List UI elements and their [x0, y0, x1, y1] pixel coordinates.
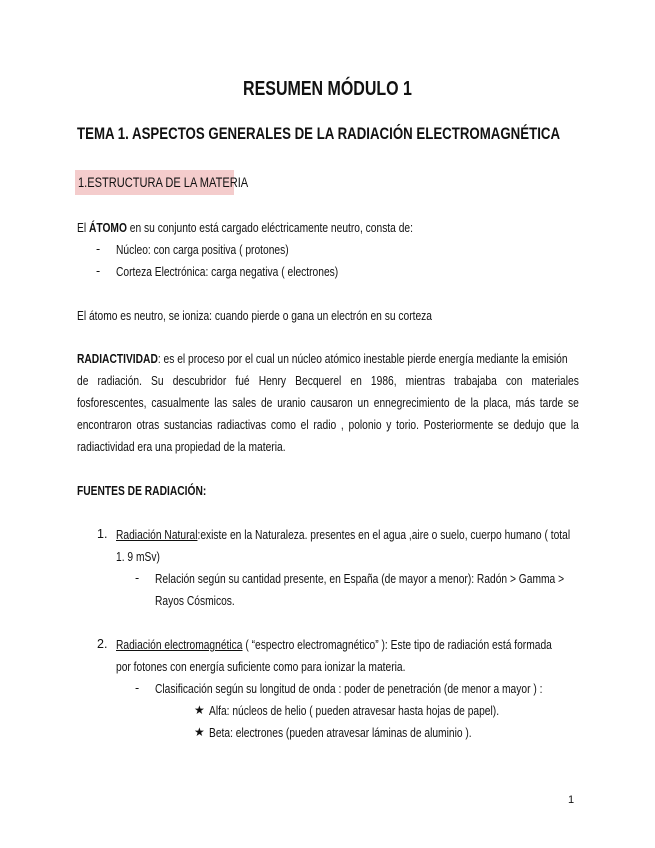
source-natural-sub-1: Relación según su cantidad presente, en España (de mayor a menor): Radón > Gamma > — [155, 572, 565, 586]
source-natural-sub-2: Rayos Cósmicos. — [155, 594, 235, 608]
atom-ionize: El átomo es neutro, se ioniza: cuando pierde o gana un electrón en su corteza — [77, 309, 432, 323]
dash-bullet: - — [96, 242, 101, 256]
radioactivity-line-1 — [77, 351, 579, 367]
source-em-sub-1: Clasificación según su longitud de onda : poder de penetración (de menor a mayor ) : — [155, 682, 543, 696]
atom-intro-prefix: El — [77, 221, 89, 235]
star-item-alpha: Alfa: núcleos de helio ( pueden atravesar hasta hojas de papel). — [209, 704, 500, 718]
list-number: 1. — [97, 527, 108, 541]
section-title: 1.ESTRUCTURA DE LA MATERIA — [78, 175, 249, 190]
radioactivity-line-3: fosforescentes, casualmente las sales de uranio causaron un ennegrecimiento de la placa, más tarde se — [77, 396, 579, 410]
atom-intro — [77, 220, 413, 236]
source-em-name: Radiación electromagnética — [116, 638, 243, 652]
sources-heading: FUENTES DE RADIACIÓN: — [77, 484, 207, 498]
radioactivity-line-2: de radiación. Su descubridor fué Henry Becquerel en 1986, mientras trabajaba con materiales — [77, 374, 579, 388]
dash-bullet: - — [135, 571, 140, 585]
source-em-line-2: por fotones con energía suficiente como para ionizar la materia. — [116, 660, 406, 674]
list-number: 2. — [97, 637, 108, 651]
source-natural-text: :existe en la Naturaleza. presentes en el agua ,aire o suelo, cuerpo humano ( total — [197, 528, 571, 542]
atom-item-cortex: Corteza Electrónica: carga negativa ( electrones) — [116, 265, 339, 279]
radioactivity-line-4: encontraron otras sustancias radiactivas como el radio , polonio y torio. Posteriormente se dedujo que la — [77, 418, 579, 432]
source-em-text: ( “espectro electromagnético” ): Este tipo de radiación está formada — [242, 638, 552, 652]
source-natural-line-1 — [116, 527, 570, 543]
source-em-line-1 — [116, 637, 552, 653]
star-item-beta: Beta: electrones (pueden atravesar láminas de aluminio ). — [209, 726, 472, 740]
radioactivity-line-5: radiactividad era una propiedad de la materia. — [77, 440, 286, 454]
page-number: 1 — [568, 794, 575, 806]
star-bullet-icon: ★ — [194, 703, 205, 717]
atom-item-nucleus: Núcleo: con carga positiva ( protones) — [116, 243, 289, 257]
atom-term: ÁTOMO — [88, 221, 127, 235]
star-bullet-icon: ★ — [194, 725, 205, 739]
radioactivity-term: RADIACTIVIDAD — [77, 352, 158, 366]
source-natural-name: Radiación Natural — [116, 528, 198, 542]
topic-title: TEMA 1. ASPECTOS GENERALES DE LA RADIACIÓN ELECTROMAGNÉTICA — [77, 124, 561, 143]
radioactivity-text: : es el proceso por el cual un núcleo atómico inestable pierde energía mediante la emisión — [157, 352, 568, 366]
source-natural-line-2: 1. 9 mSv) — [116, 550, 160, 564]
document-title: RESUMEN MÓDULO 1 — [243, 78, 412, 100]
atom-intro-rest: en su conjunto está cargado eléctricamente neutro, consta de: — [126, 221, 413, 235]
dash-bullet: - — [96, 264, 101, 278]
dash-bullet: - — [135, 681, 140, 695]
